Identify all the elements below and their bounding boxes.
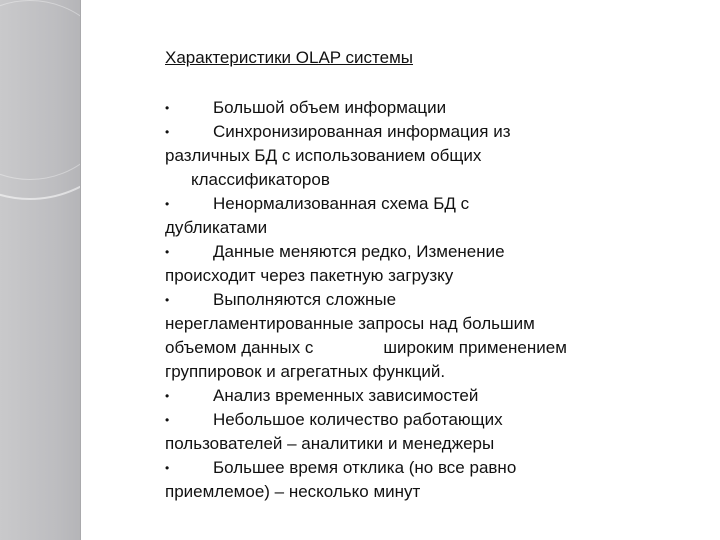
item-text: объемом данных с [165, 338, 314, 357]
item-text: Данные меняются редко, Изменение [213, 242, 505, 261]
list-item [165, 288, 665, 384]
bullet-icon: • [165, 293, 170, 307]
side-band-edge [80, 0, 81, 540]
item-text: Выполняются сложные [213, 290, 397, 309]
list-item [165, 192, 665, 240]
item-text: классификаторов [191, 170, 330, 189]
slide-content [165, 46, 665, 504]
list-item [165, 240, 665, 288]
bullet-icon: • [165, 101, 170, 115]
list-item [165, 408, 665, 456]
decorative-ring-inner [0, 0, 80, 180]
bullet-icon: • [165, 461, 170, 475]
bullet-icon: • [165, 245, 170, 259]
item-text: Синхронизированная информация из [213, 122, 511, 141]
item-text: нерегламентированные запросы над большим [165, 314, 535, 333]
item-text: Большее время отклика (но все равно [213, 458, 517, 477]
bullet-icon: • [165, 125, 170, 139]
bullet-icon: • [165, 389, 170, 403]
item-text: Большой объем информации [213, 98, 447, 117]
decorative-side-band [0, 0, 80, 540]
item-text: дубликатами [165, 218, 268, 237]
item-text: Небольшое количество работающих [213, 410, 503, 429]
item-text: происходит через пакетную загрузку [165, 266, 454, 285]
list-item [165, 120, 665, 192]
bullet-icon: • [165, 413, 170, 427]
bullet-icon: • [165, 197, 170, 211]
item-text: приемлемое) – несколько минут [165, 482, 421, 501]
list-item [165, 456, 665, 504]
list-item [165, 384, 665, 408]
item-text: пользователей – аналитики и менеджеры [165, 434, 495, 453]
item-text: Ненормализованная схема БД с [213, 194, 470, 213]
item-text: широким применением [383, 338, 567, 357]
slide-title: Характеристики OLAP системы [165, 48, 413, 67]
item-text: Анализ временных зависимостей [213, 386, 479, 405]
item-text: группировок и агрегатных функций. [165, 362, 446, 381]
item-text: различных БД с использованием общих [165, 146, 482, 165]
list-item [165, 96, 665, 120]
